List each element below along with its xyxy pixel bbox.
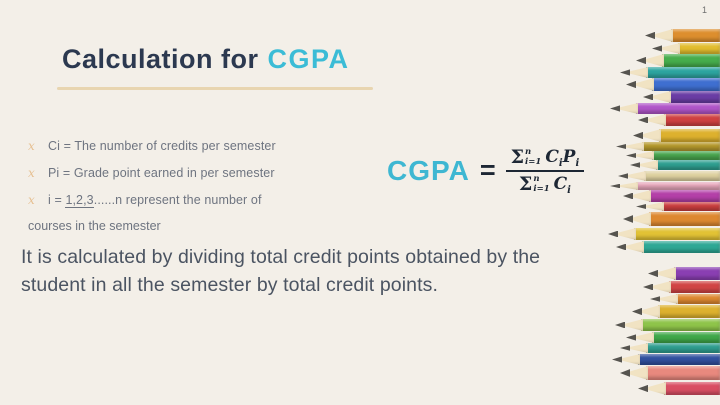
colored-pencil <box>626 78 720 91</box>
bullet-text-pi: Pi = Grade point earned in per semester <box>48 165 275 180</box>
pencil-lead-point <box>610 105 620 111</box>
colored-pencil <box>638 382 720 395</box>
colored-pencil <box>615 319 720 331</box>
formula-lhs: CGPA <box>387 155 470 186</box>
pencil-lead-point <box>636 57 646 64</box>
list-item <box>28 186 368 213</box>
bullet-text-continuation: courses in the semester <box>28 219 161 233</box>
pencil-body <box>664 114 720 126</box>
bullet-text-i: i = 1,2,3......n represent the number of <box>48 192 262 207</box>
pencil-lead-point <box>643 94 653 101</box>
colored-pencil <box>636 54 720 67</box>
colored-pencil <box>616 241 720 253</box>
pencil-lead-point <box>615 322 625 329</box>
colored-pencil <box>643 281 720 293</box>
denominator-term: $C_i$ <box>553 174 571 196</box>
pencil-lead-point <box>616 244 626 251</box>
pencil-body <box>646 67 720 78</box>
pencil-body <box>649 212 720 226</box>
pencil-body <box>642 241 720 253</box>
pencil-lead-point <box>633 132 643 139</box>
pencil-body <box>642 142 720 151</box>
pencil-lead-point <box>626 334 636 340</box>
colored-pencil <box>638 114 720 126</box>
pencil-lead-point <box>618 173 628 179</box>
colored-pencil <box>620 67 720 78</box>
colored-pencil <box>626 332 720 343</box>
colored-pencil <box>620 366 720 380</box>
pencil-lead-point <box>630 162 640 168</box>
pencil-body <box>678 43 720 54</box>
slide-title-accent: CGPA <box>267 44 350 74</box>
title-underline-decoration <box>57 87 373 90</box>
colored-pencil <box>608 228 720 240</box>
colored-pencil <box>636 202 720 211</box>
pencil-lead-point <box>620 345 630 351</box>
colored-pencil <box>650 294 720 304</box>
pencil-body <box>669 91 720 103</box>
colored-pencil <box>632 305 720 318</box>
formula-numerator <box>506 148 585 172</box>
cgpa-formula <box>387 133 584 209</box>
pencil-body <box>652 151 720 160</box>
pencil-body <box>664 382 720 395</box>
pencil-lead-point <box>648 270 658 277</box>
pencil-lead-point <box>636 204 646 209</box>
sigma-symbol: Σ <box>510 146 525 168</box>
pencil-body <box>662 202 720 211</box>
pencil-lead-point <box>623 215 633 223</box>
pencil-lead-point <box>652 45 662 51</box>
pencil-lead-point <box>626 81 636 88</box>
bullet-text-ci: Ci = The number of credits per semester <box>48 138 276 153</box>
colored-pencil <box>630 160 720 170</box>
colored-pencil <box>645 29 720 42</box>
colored-pencil <box>633 129 720 142</box>
pencil-lead-point <box>623 193 633 200</box>
pencil-lead-point <box>638 117 648 124</box>
bullet-x-icon: x <box>28 165 35 180</box>
pencil-body <box>641 319 720 331</box>
pencil-lead-point <box>638 385 648 392</box>
colored-pencil <box>652 43 720 54</box>
colored-pencil <box>626 151 720 160</box>
slide-number: 1 <box>701 5 707 15</box>
pencil-body <box>634 228 720 240</box>
pencil-body <box>669 281 720 293</box>
pencil-body <box>658 305 720 318</box>
colored-pencil <box>612 354 720 365</box>
pencil-body <box>671 29 720 42</box>
colored-pencil <box>616 142 720 151</box>
bullet-x-icon: x <box>28 192 35 207</box>
colored-pencil <box>610 103 720 114</box>
colored-pencil <box>620 343 720 353</box>
pencil-lead-point <box>610 184 620 188</box>
numerator-term: $C_iP_i$ <box>545 147 580 169</box>
colored-pencil <box>610 182 720 190</box>
pencil-lead-point <box>645 32 655 39</box>
pencil-body <box>674 267 720 280</box>
pencil-lead-point <box>620 369 630 377</box>
list-item <box>28 132 368 159</box>
slide-title-main: Calculation for <box>62 44 259 74</box>
pencil-body <box>644 171 720 181</box>
definitions-list <box>28 132 368 240</box>
list-item <box>28 159 368 186</box>
pencil-body <box>649 190 720 202</box>
pencil-body <box>659 129 720 142</box>
formula-fraction <box>506 148 585 194</box>
pencil-lead-point <box>620 69 630 75</box>
formula-equals-sign: = <box>479 154 496 185</box>
pencil-lead-point <box>643 284 653 291</box>
slide-title <box>62 44 350 75</box>
pencil-body <box>646 343 720 353</box>
pencil-body <box>656 160 720 170</box>
pencil-body <box>652 78 720 91</box>
pencil-lead-point <box>608 231 618 238</box>
pencil-lead-point <box>626 153 636 158</box>
pencil-body <box>676 294 720 304</box>
sigma-symbol: Σ <box>518 173 533 195</box>
colored-pencil <box>623 212 720 226</box>
pencil-lead-point <box>650 296 660 302</box>
pencil-lead-point <box>632 308 642 315</box>
pencil-lead-point <box>612 356 622 362</box>
colored-pencil <box>643 91 720 103</box>
bullet-x-icon: x <box>28 138 35 153</box>
pencil-body <box>638 354 720 365</box>
pencil-body <box>662 54 720 67</box>
pencil-body <box>646 366 720 380</box>
pencil-body <box>636 182 720 190</box>
description-paragraph: It is calculated by dividing total credit points obtained by the student in all the semester by total credit points. <box>21 246 541 297</box>
sigma-limits: n i=1 <box>533 174 550 194</box>
colored-pencil <box>618 171 720 181</box>
formula-denominator <box>519 172 571 194</box>
pencil-body <box>636 103 720 114</box>
pencil-lead-point <box>616 144 626 149</box>
pencil-body <box>652 332 720 343</box>
colored-pencil <box>623 190 720 202</box>
sigma-limits: n i=1 <box>525 147 542 167</box>
colored-pencil <box>648 267 720 280</box>
